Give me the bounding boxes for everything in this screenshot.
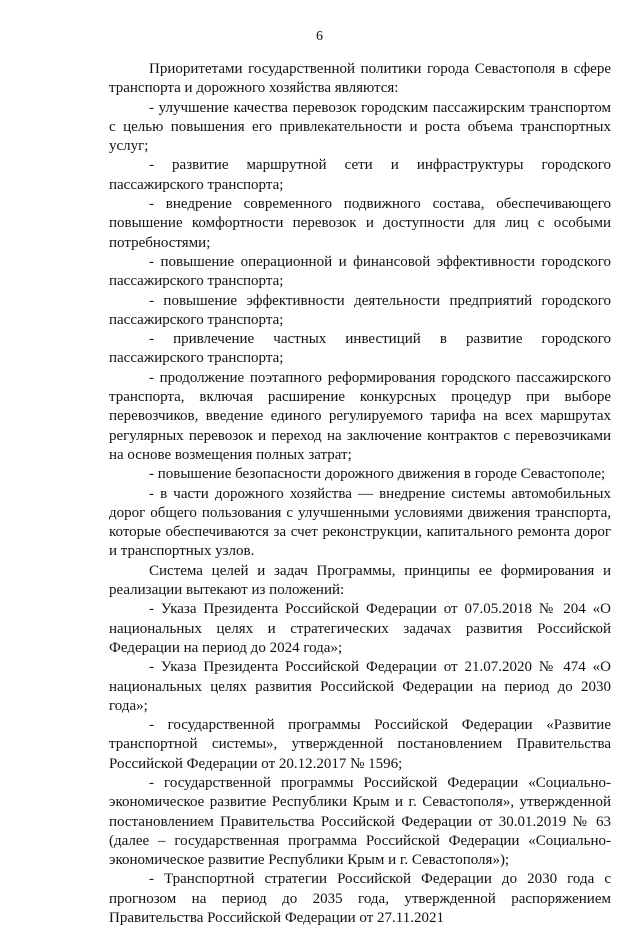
paragraph-item: - продолжение поэтапного реформирования городского пассажирского транспорта, включая расширение конкурсных процедур при выборе перевозчиков, введение единого регулируемого тарифа на всех маршрутах регулярных перевозок и переход на заключение контрактов с перевозчиками на основе возмещения полных затрат;	[109, 369, 611, 463]
paragraph-item: - повышение безопасности дорожного движения в городе Севастополе;	[149, 466, 606, 483]
paragraph-item: - государственной программы Российской Федерации «Развитие транспортной системы», утвержденной постановлением Правительства Российской Федерации от 20.12.2017 № 1596;	[109, 717, 611, 772]
paragraph-item: - в части дорожного хозяйства — внедрение системы автомобильных дорог общего пользования с улучшенными условиями движения транспорта, которые обеспечиваются за счет реконструкции, капитального ремонта дорог и транспортных узлов.	[109, 485, 611, 560]
paragraph-priorities-intro: Приоритетами государственной политики города Севастополя в сфере транспорта и дорожного хозяйства являются:	[109, 61, 611, 97]
paragraph-item: - развитие маршрутной сети и инфраструктуры городского пассажирского транспорта;	[109, 157, 611, 193]
paragraph-item: - повышение операционной и финансовой эффективности городского пассажирского транспорта;	[109, 253, 611, 290]
paragraph-system-intro: Система целей и задач Программы, принципы ее формирования и реализации вытекают из положений:	[109, 562, 611, 599]
paragraph-item: - Указа Президента Российской Федерации от 21.07.2020 № 474 «О национальных целях развития Российской Федерации на период до 2030 года»;	[109, 659, 611, 714]
paragraph-item: - улучшение качества перевозок городским пассажирским транспортом с целью повышения его привлекательности и роста объема транспортных услуг;	[109, 99, 611, 155]
paragraph-item: - Указа Президента Российской Федерации от 07.05.2018 № 204 «О национальных целях и стратегических задачах развития Российской Федерации на период до 2024 года»;	[109, 601, 611, 656]
document-body	[109, 60, 611, 928]
paragraph-item: - государственной программы Российской Федерации «Социально-экономическое развитие Республики Крым и г. Севастополя», утвержденной постановлением Правительства Российской Федерации от 30.01.2019 № 63 (далее – государственная программа Российской Федерации «Социально-экономическое развитие Республики Крым и г. Севастополя»);	[109, 774, 611, 869]
paragraph-item: - Транспортной стратегии Российской Федерации до 2030 года с прогнозом на период до 2035 года, утвержденной распоряжением Правительства Российской Федерации от 27.11.2021	[109, 871, 611, 927]
paragraph-item: - привлечение частных инвестиций в развитие городского пассажирского транспорта;	[109, 331, 611, 367]
paragraph-item: - внедрение современного подвижного состава, обеспечивающего повышение комфортности перевозок и доступности для лиц с особыми потребностями;	[109, 196, 611, 251]
page-number: 6	[316, 29, 323, 44]
paragraph-item: - повышение эффективности деятельности предприятий городского пассажирского транспорта;	[109, 292, 611, 328]
